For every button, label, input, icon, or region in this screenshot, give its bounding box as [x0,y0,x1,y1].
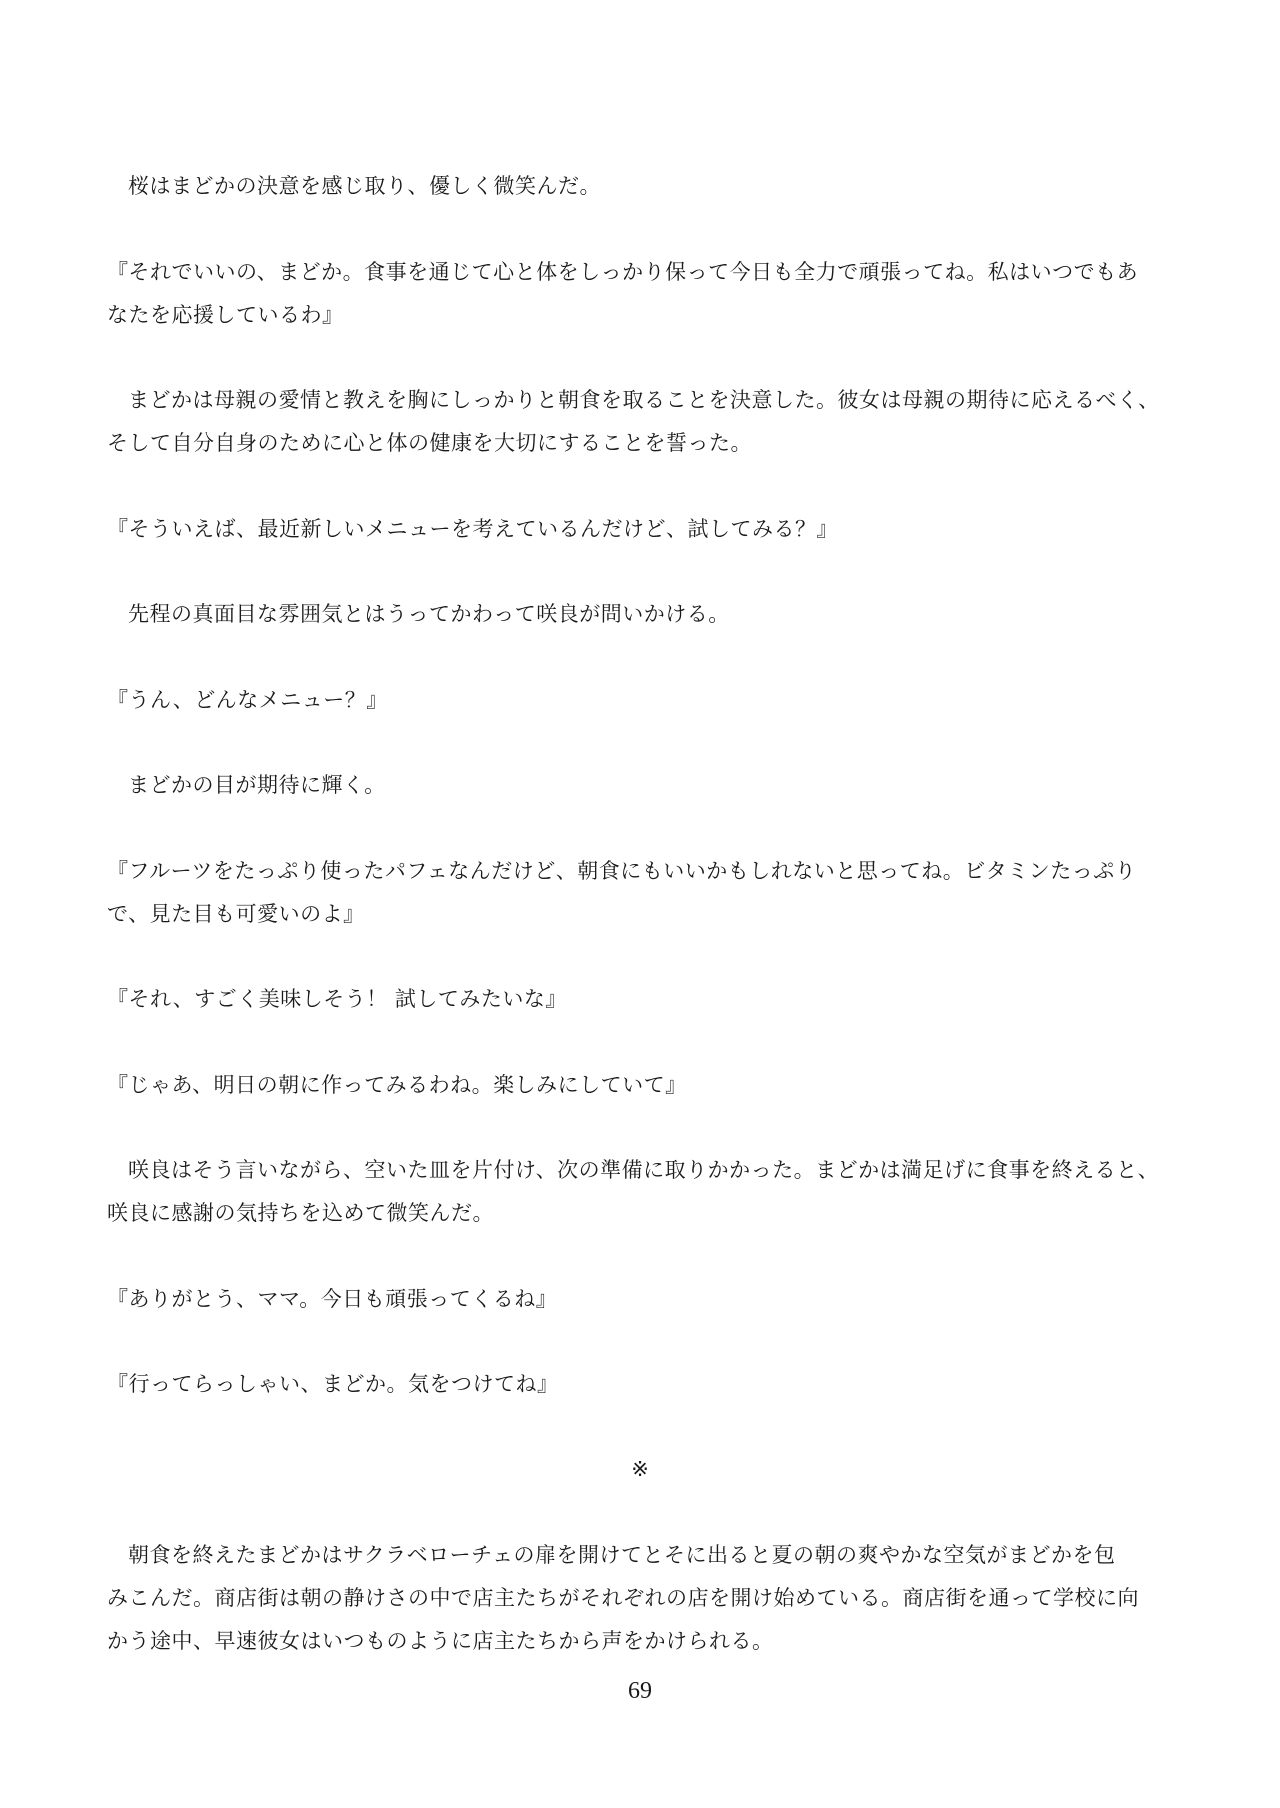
paragraph-line: まどかは母親の愛情と教えを胸にしっかりと朝食を取ることを決意した。彼女は母親の期待に応えるべく、 [128,388,1160,412]
page-number: 69 [628,1678,652,1704]
paragraph-line: 朝食を終えたまどかはサクラベローチェの扉を開けてとそに出ると夏の朝の爽やかな空気がまどかを包 [128,1543,1116,1567]
dialogue-line: 『行ってらっしゃい、まどか。気をつけてね』 [107,1372,559,1396]
dialogue-line: 『それ、すごく美味しそう！ 試してみたいな』 [107,987,567,1011]
dialogue-line: 『ありがとう、ママ。今日も頑張ってくるね』 [107,1287,558,1311]
section-break-mark: ※ [631,1457,649,1481]
dialogue-line: 『そういえば、最近新しいメニューを考えているんだけど、試してみる？』 [107,517,838,541]
paragraph-line: まどかの目が期待に輝く。 [128,773,386,797]
dialogue-line: 『うん、どんなメニュー？』 [107,688,388,712]
paragraph-line: 咲良はそう言いながら、空いた皿を片付け、次の準備に取りかかった。まどかは満足げに食事を終えると、 [128,1158,1160,1182]
paragraph-line: みこんだ。商店街は朝の静けさの中で店主たちがそれぞれの店を開け始めている。商店街を通って学校に向 [107,1586,1139,1610]
dialogue-line: なたを応援しているわ』 [107,303,344,327]
paragraph-line: 桜はまどかの決意を感じ取り、優しく微笑んだ。 [128,174,601,198]
paragraph-line: そして自分自身のために心と体の健康を大切にすることを誓った。 [107,431,752,455]
dialogue-line: 『それでいいの、まどか。食事を通じて心と体をしっかり保って今日も全力で頑張ってね。私はいつでもあ [107,260,1139,284]
dialogue-line: 『フルーツをたっぷり使ったパフェなんだけど、朝食にもいいかもしれないと思ってね。ビタミンたっぷり [107,859,1137,883]
dialogue-line: で、見た目も可愛いのよ』 [107,902,365,926]
paragraph-line: 先程の真面目な雰囲気とはうってかわって咲良が問いかける。 [128,602,730,626]
paragraph-line: 咲良に感謝の気持ちを込めて微笑んだ。 [107,1201,494,1225]
paragraph-line: かう途中、早速彼女はいつものように店主たちから声をかけられる。 [107,1629,774,1653]
dialogue-line: 『じゃあ、明日の朝に作ってみるわね。楽しみにしていて』 [107,1073,687,1097]
